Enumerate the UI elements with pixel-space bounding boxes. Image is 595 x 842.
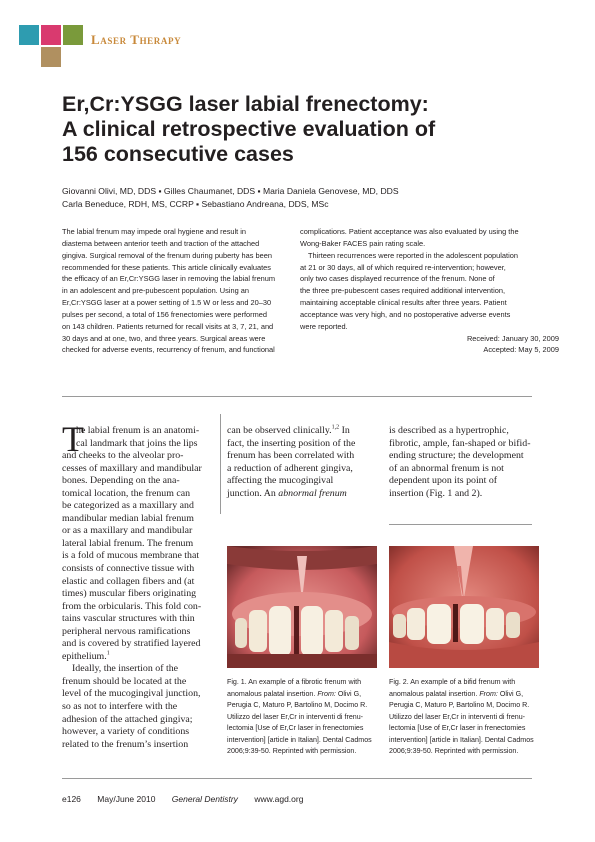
figure-2-caption	[389, 677, 544, 758]
abstract-line: complications. Patient acceptance was also evaluated by using the	[300, 227, 519, 236]
body-line: and is covered by stratified layered	[62, 638, 201, 650]
page-footer	[62, 794, 317, 804]
body-text: junction. An	[227, 487, 279, 499]
body-line: he labial frenum is an anatomi-	[76, 425, 200, 436]
abstract-line: the three pre-pubescent cases required additional intervention,	[300, 286, 506, 296]
header-square-teal	[19, 25, 39, 45]
caption-line: Fig. 2. An example of a bifid frenum with	[389, 678, 516, 686]
body-line: bones. Depending on the ana-	[62, 475, 180, 487]
bifid-frenum-photo	[389, 546, 539, 668]
fibrotic-frenum-photo	[227, 546, 377, 668]
body-text: epithelium.	[62, 650, 107, 662]
footer-divider	[62, 778, 532, 779]
body-line: or as a maxillary and mandibular	[62, 525, 193, 537]
abstract-divider	[62, 396, 532, 397]
body-line: from the orbicularis. This fold con-	[62, 600, 202, 612]
body-line: so as not to interfere with the	[62, 701, 178, 713]
caption-line: intervention] [article in Italian]. Dental Cadmos	[389, 735, 534, 744]
body-line: level of the mucogingival junction,	[62, 688, 201, 700]
caption-line: Fig. 1. An example of a fibrotic frenum with	[227, 678, 362, 686]
authors-line: Giovanni Olivi, MD, DDS ▪ Gilles Chaumanet, DDS ▪ Maria Daniela Genovese, MD, DDS	[62, 186, 399, 196]
page-number: e126	[62, 794, 81, 804]
body-line	[62, 651, 220, 664]
caption-line: Perugia C, Maturo P, Bartolino M, Docimo R.	[227, 701, 368, 709]
body-line: is described as a hypertrophic,	[389, 425, 509, 436]
abstract-line: gingiva. Surgical removal of the frenum during puberty has been	[62, 250, 272, 260]
abstract-line: Thirteen recurrences were reported in the adolescent population	[308, 250, 518, 260]
drop-cap: T	[62, 419, 84, 459]
abstract-line: diastema between anterior teeth and traction of the attached	[62, 238, 260, 248]
body-line: however, a variety of conditions	[62, 726, 190, 738]
abstract-line: were reported.	[300, 321, 348, 331]
caption-line	[227, 689, 382, 701]
caption-text: anomalous palatal insertion.	[389, 689, 480, 698]
caption-line: lectomia [Use of Er,Cr laser in frenectomies	[389, 724, 526, 732]
body-line: consists of connective tissue with	[62, 563, 195, 575]
caption-text: Olivi G,	[335, 689, 362, 698]
body-line: times) muscular fibers originating	[62, 588, 197, 600]
body-line: is a fold of mucous membrane that	[62, 550, 200, 562]
body-line: of an abnormal frenum is not	[389, 462, 504, 474]
caption-text: Olivi G,	[497, 689, 524, 698]
body-column-2	[227, 425, 379, 500]
body-line: mandibular median labial frenum	[62, 512, 194, 524]
caption-line: 2006;9:39-50. Reprinted with permission.	[389, 747, 519, 755]
header-square-pink	[41, 25, 61, 45]
authors-line: Carla Beneduce, RDH, MS, CCRP ▪ Sebastiano Andreana, DDS, MSc	[62, 199, 329, 209]
body-line: ending structure; the development	[389, 450, 524, 462]
abstract-line: Er,Cr:YSGG laser at a power setting of 1.5 W or less and 20–30	[62, 298, 272, 308]
figure-2-photo	[389, 546, 539, 668]
body-line: tomical location, the frenum can	[62, 487, 191, 499]
body-column-1	[62, 419, 220, 751]
body-line: dependent upon its point of	[389, 475, 498, 487]
figure-1-photo	[227, 546, 377, 668]
journal-name: General Dentistry	[171, 794, 238, 804]
abstract-line: 30 days and at one, two, and three years. Surgical areas were	[62, 333, 266, 343]
title-line: 156 consecutive cases	[62, 142, 294, 166]
body-text: In	[339, 425, 350, 436]
caption-line	[389, 689, 544, 701]
body-line	[227, 425, 379, 438]
issue-date: May/June 2010	[97, 794, 156, 804]
body-line: fibrotic, ample, fan-shaped or bifid-	[389, 437, 531, 449]
caption-line: Perugia C, Maturo P, Bartolino M, Docimo R.	[389, 701, 530, 709]
caption-line: 2006;9:39-50. Reprinted with permission.	[227, 747, 357, 755]
caption-line: intervention] [article in Italian]. Dental Cadmos	[227, 735, 372, 744]
authors	[62, 185, 399, 211]
abstract-line: pulses per second, a total of 156 frenectomies were performed	[62, 309, 267, 319]
abstract-line: recommended for these patients. This article clinically evaluates	[62, 262, 271, 272]
abstract-line: on 143 children. Patients returned for recall visits at 3, 7, 21, and	[62, 321, 274, 331]
abstract-right-column	[300, 226, 562, 356]
accepted-date: Accepted: May 5, 2009	[483, 345, 559, 355]
body-line: elastic and collagen fibers and (at	[62, 575, 195, 587]
body-line: cesses of maxillary and mandibular	[62, 462, 202, 474]
article-title	[62, 92, 542, 167]
body-line: fact, the inserting position of the	[227, 437, 356, 449]
caption-line: lectomia [Use of Er,Cr laser in frenectomies	[227, 724, 364, 732]
abstract-line: at 21 or 30 days, all of which required re-intervention; however,	[300, 262, 506, 272]
caption-line: Utilizzo del laser Er,Cr in interventi di frenu-	[227, 712, 364, 721]
caption-italic: From:	[317, 689, 336, 698]
caption-line: Utilizzo del laser Er,Cr in interventi di frenu-	[389, 712, 526, 721]
abstract-line: Wong-Baker FACES pain rating scale.	[300, 238, 426, 248]
received-date: Received: January 30, 2009	[466, 333, 559, 343]
body-line: lateral labial frenum. The frenum	[62, 537, 194, 549]
body-line: a reduction of adherent gingiva,	[227, 462, 353, 474]
abstract-line: only two cases displayed recurrence of the frenum. None of	[300, 274, 495, 284]
col3-divider	[389, 524, 532, 525]
caption-italic: From:	[479, 689, 498, 698]
reference-superscript: 1	[106, 650, 110, 657]
body-line: affecting the mucogingival	[227, 475, 334, 487]
body-line: tains vascular structures with thin	[62, 613, 195, 625]
caption-text: anomalous palatal insertion.	[227, 689, 318, 698]
body-line: and cheeks to the alveolar pro-	[62, 450, 184, 462]
title-line: A clinical retrospective evaluation of	[62, 117, 436, 141]
abstract-line: maintaining acceptable clinical results after three years. Patient	[300, 298, 507, 308]
abstract-line: acceptance was very high, and no postoperative adverse events	[300, 309, 511, 319]
column-separator	[220, 414, 221, 514]
abstract-line: the efficacy of an Er,Cr:YSGG laser in removing the labial frenum	[62, 274, 276, 284]
body-text: can be observed clinically.	[227, 425, 332, 436]
figure-1-caption	[227, 677, 382, 758]
section-label: Laser Therapy	[91, 32, 182, 47]
body-line: peripheral nervous ramifications	[62, 625, 191, 637]
body-italic: abnormal frenum	[278, 487, 347, 499]
body-line: adhesion of the attached gingiva;	[62, 713, 193, 725]
body-line: insertion (Fig. 1 and 2).	[389, 487, 483, 499]
body-line: related to the frenum’s insertion	[62, 738, 189, 750]
abstract-line: The labial frenum may impede oral hygiene and result in	[62, 227, 247, 236]
body-line: frenum should be located at the	[62, 675, 187, 687]
body-line	[227, 488, 379, 501]
body-column-3	[389, 425, 541, 500]
header-square-tan	[41, 47, 61, 67]
body-line: frenum has been correlated with	[227, 450, 355, 462]
body-line: cal landmark that joins the lips	[76, 437, 198, 449]
header-square-olive	[63, 25, 83, 45]
abstract-line: in an adolescent and pre-pubescent population. Using an	[62, 286, 249, 296]
abstract-line: checked for adverse events, recurrency of frenum, and functional	[62, 345, 275, 355]
abstract-left-column	[62, 226, 317, 356]
body-line: Ideally, the insertion of the	[72, 663, 179, 675]
reference-superscript: 1,2	[331, 424, 340, 431]
journal-url[interactable]: www.agd.org	[254, 794, 304, 804]
title-line: Er,Cr:YSGG laser labial frenectomy:	[62, 92, 429, 116]
body-line: be categorized as a maxillary and	[62, 500, 194, 512]
